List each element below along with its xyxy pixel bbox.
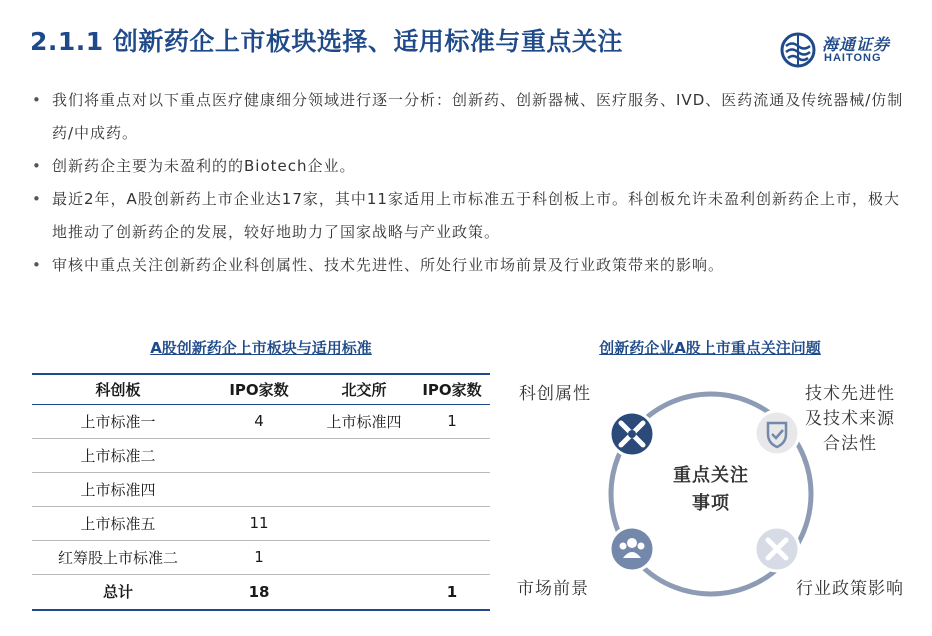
table-cell: 4 bbox=[204, 404, 314, 438]
haitong-logo-icon bbox=[780, 32, 816, 68]
focus-center-line: 事项 bbox=[692, 493, 730, 514]
table-cell bbox=[314, 506, 414, 540]
focus-center-label bbox=[665, 462, 757, 518]
focus-top-right-line: 技术先进性 bbox=[805, 384, 895, 404]
tools-icon bbox=[755, 527, 799, 571]
table-row bbox=[32, 404, 490, 438]
table-cell bbox=[414, 438, 490, 472]
table-cell: 11 bbox=[204, 506, 314, 540]
table-cell: 上市标准四 bbox=[32, 472, 204, 506]
bullet-item: • 审核中重点关注创新药企业科创属性、技术先进性、所处行业市场前景及行业政策带来的影响。 bbox=[30, 249, 910, 282]
focus-bottom-right-label: 行业政策影响 bbox=[796, 579, 904, 599]
focus-center-line: 重点关注 bbox=[673, 465, 749, 486]
listing-standard-table bbox=[32, 373, 490, 611]
table-cell: 1 bbox=[414, 574, 490, 610]
table-cell: 总计 bbox=[32, 574, 204, 610]
table-cell bbox=[204, 438, 314, 472]
table-cell: 上市标准二 bbox=[32, 438, 204, 472]
bullet-item: • 创新药企主要为未盈利的的Biotech企业。 bbox=[30, 150, 910, 183]
haitong-logo bbox=[780, 32, 910, 68]
column-header: IPO家数 bbox=[414, 374, 490, 404]
table-cell bbox=[204, 472, 314, 506]
table-cell: 1 bbox=[414, 404, 490, 438]
table-row bbox=[32, 506, 490, 540]
bullet-item: • 最近2年，A股创新药上市企业达17家，其中11家适用上市标准五于科创板上市。科创板允许未盈利创新药企上市，极大地推动了创新药企的发展，较好地助力了国家战略与产业政策。 bbox=[30, 183, 910, 249]
focus-diagram bbox=[505, 360, 925, 630]
page-title: 2.1.1 创新药企上市板块选择、适用标准与重点关注 bbox=[30, 27, 623, 56]
bullet-item: • 我们将重点对以下重点医疗健康细分领域进行逐一分析：创新药、创新器械、医疗服务、IVD、医药流通及传统器械/仿制药/中成药。 bbox=[30, 84, 910, 150]
focus-top-right-line: 合法性 bbox=[823, 434, 877, 454]
table-cell bbox=[314, 540, 414, 574]
table-cell bbox=[314, 574, 414, 610]
table-header-row bbox=[32, 374, 490, 404]
table-cell: 1 bbox=[204, 540, 314, 574]
table-cell bbox=[314, 472, 414, 506]
people-icon bbox=[610, 527, 654, 571]
table-cell bbox=[414, 472, 490, 506]
table-cell: 上市标准五 bbox=[32, 506, 204, 540]
table-cell: 红筹股上市标准二 bbox=[32, 540, 204, 574]
logo-english-text: HAITONG bbox=[824, 52, 882, 64]
focus-top-right-label bbox=[795, 382, 905, 457]
table-cell bbox=[414, 506, 490, 540]
innovation-attribute-icon bbox=[610, 412, 654, 456]
table-title: A股创新药企上市板块与适用标准 bbox=[150, 339, 372, 357]
focus-top-right-line: 及技术来源 bbox=[805, 409, 895, 429]
table-cell bbox=[414, 540, 490, 574]
column-header: IPO家数 bbox=[204, 374, 314, 404]
focus-bottom-left-label: 市场前景 bbox=[517, 579, 589, 599]
shield-check-icon bbox=[755, 411, 799, 455]
table-cell: 18 bbox=[204, 574, 314, 610]
table-total-row bbox=[32, 574, 490, 610]
table-cell: 上市标准四 bbox=[314, 404, 414, 438]
logo-chinese-text: 海通证券 bbox=[822, 35, 891, 54]
table-row bbox=[32, 438, 490, 472]
column-header: 北交所 bbox=[314, 374, 414, 404]
table-row bbox=[32, 540, 490, 574]
table-row bbox=[32, 472, 490, 506]
column-header: 科创板 bbox=[32, 374, 204, 404]
focus-title: 创新药企业A股上市重点关注问题 bbox=[599, 339, 821, 357]
focus-top-left-label: 科创属性 bbox=[519, 384, 591, 404]
table-cell: 上市标准一 bbox=[32, 404, 204, 438]
bullet-list bbox=[30, 84, 910, 282]
table-cell bbox=[314, 438, 414, 472]
